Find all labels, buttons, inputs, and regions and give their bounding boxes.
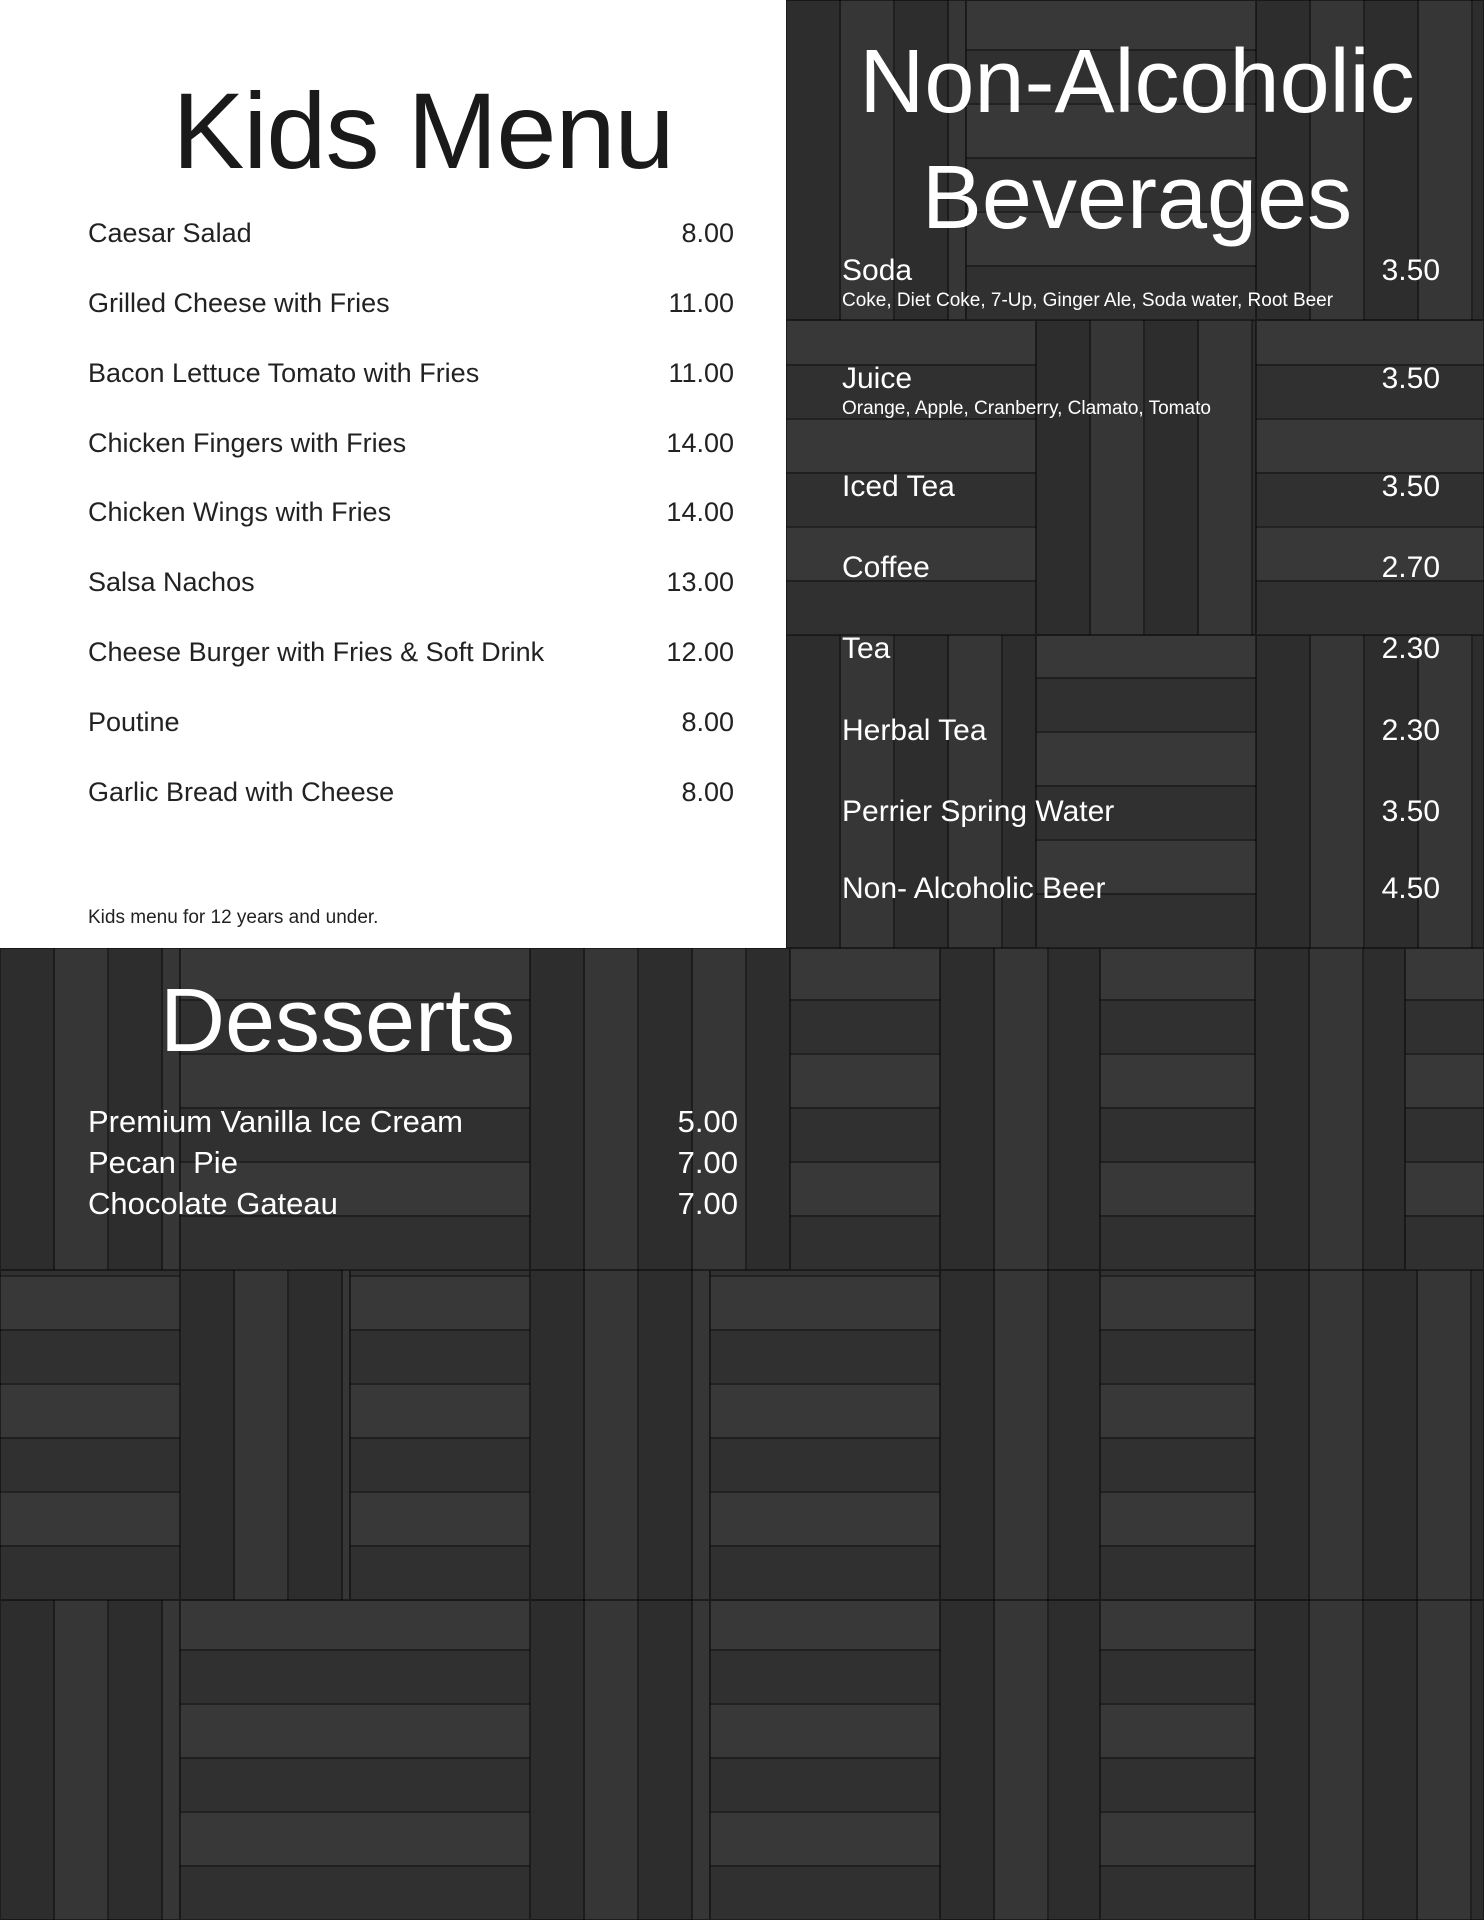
item-name: Chocolate Gateau: [88, 1186, 338, 1221]
item-name: Poutine: [88, 707, 180, 737]
item-price: 8.00: [681, 218, 734, 248]
item-name: Grilled Cheese with Fries: [88, 288, 390, 318]
item-price: 3.50: [1381, 362, 1440, 395]
kids-menu-item: [88, 218, 734, 258]
item-price: 14.00: [666, 497, 734, 527]
item-name: Iced Tea: [842, 470, 955, 503]
wood-tile: [350, 1270, 530, 1600]
item-name: Herbal Tea: [842, 714, 987, 747]
kids-menu-item: [88, 637, 734, 677]
item-name: Juice: [842, 362, 913, 395]
item-price: 2.30: [1381, 632, 1440, 665]
kids-menu-item: [88, 707, 734, 747]
item-name: Salsa Nachos: [88, 567, 255, 597]
wood-tile: [180, 1270, 350, 1600]
wood-tile: [790, 948, 940, 1270]
item-price: 11.00: [668, 358, 734, 388]
wood-tile: [0, 1600, 180, 1920]
wood-tile: [710, 1270, 940, 1600]
wood-tile: [1100, 948, 1255, 1270]
kids-menu-item: [88, 777, 734, 817]
item-price: 8.00: [681, 777, 734, 807]
item-name: Bacon Lettuce Tomato with Fries: [88, 358, 480, 388]
beverage-item: [842, 551, 1440, 585]
beverages-title-line2: Beverages: [921, 148, 1353, 248]
item-name: Garlic Bread with Cheese: [88, 777, 395, 807]
item-price: 5.00: [677, 1104, 738, 1139]
item-price: 4.50: [1381, 872, 1440, 905]
desserts-title: Desserts: [160, 971, 516, 1071]
beverage-item: [842, 714, 1440, 748]
wood-tile: [1405, 948, 1484, 1270]
wood-tile: [1255, 1600, 1484, 1920]
item-price: 11.00: [668, 288, 734, 318]
item-price: 8.00: [681, 707, 734, 737]
wood-tile: [1255, 948, 1405, 1270]
dessert-item: [88, 1145, 738, 1185]
item-price: 3.50: [1381, 254, 1440, 287]
wood-tile: [940, 948, 1100, 1270]
item-name: Caesar Salad: [88, 218, 252, 248]
wood-tile: [1100, 1600, 1255, 1920]
item-price: 14.00: [666, 428, 734, 458]
beverages-title-line1: Non-Alcoholic: [859, 32, 1415, 132]
wood-tile: [940, 1270, 1100, 1600]
kids-menu-item: [88, 567, 734, 607]
item-name: Non- Alcoholic Beer: [842, 872, 1106, 905]
dessert-item: [88, 1186, 738, 1226]
wood-tile: [1255, 1270, 1484, 1600]
item-price: 7.00: [677, 1186, 738, 1221]
item-price: 13.00: [666, 567, 734, 597]
item-name: Chicken Fingers with Fries: [88, 428, 407, 458]
item-name: Perrier Spring Water: [842, 795, 1115, 828]
wood-tile: [530, 1600, 710, 1920]
beverage-item: [842, 362, 1440, 420]
item-price: 7.00: [677, 1145, 738, 1180]
item-name: Pecan Pie: [88, 1145, 238, 1180]
beverage-item: [842, 632, 1440, 666]
item-description: Orange, Apple, Cranberry, Clamato, Tomato: [842, 398, 1211, 419]
beverage-item: [842, 470, 1440, 504]
beverage-item: [842, 872, 1440, 906]
kids-menu-item: [88, 288, 734, 328]
item-name: Chicken Wings with Fries: [88, 497, 392, 527]
item-price: 12.00: [666, 637, 734, 667]
kids-menu-title: Kids Menu: [172, 70, 674, 191]
item-name: Cheese Burger with Fries & Soft Drink: [88, 637, 545, 667]
kids-menu-panel: [0, 0, 786, 948]
kids-menu-item: [88, 428, 734, 468]
beverage-item: [842, 254, 1440, 312]
item-price: 2.30: [1381, 714, 1440, 747]
kids-menu-note: Kids menu for 12 years and under.: [88, 907, 379, 928]
wood-tile: [180, 1600, 530, 1920]
item-price: 3.50: [1381, 470, 1440, 503]
beverages-title: [790, 24, 1484, 256]
wood-tile: [710, 1600, 940, 1920]
wood-tile: [530, 1270, 710, 1600]
item-name: Soda: [842, 254, 913, 287]
item-description: Coke, Diet Coke, 7-Up, Ginger Ale, Soda water, Root Beer: [842, 290, 1334, 311]
wood-tile: [0, 1270, 180, 1600]
item-name: Tea: [842, 632, 891, 665]
kids-menu-item: [88, 358, 734, 398]
item-name: Coffee: [842, 551, 930, 584]
wood-tile: [940, 1600, 1100, 1920]
kids-menu-item: [88, 497, 734, 537]
beverage-item: [842, 795, 1440, 829]
item-price: 3.50: [1381, 795, 1440, 828]
wood-tile: [1100, 1270, 1255, 1600]
item-price: 2.70: [1381, 551, 1440, 584]
item-name: Premium Vanilla Ice Cream: [88, 1104, 463, 1139]
dessert-item: [88, 1104, 738, 1144]
